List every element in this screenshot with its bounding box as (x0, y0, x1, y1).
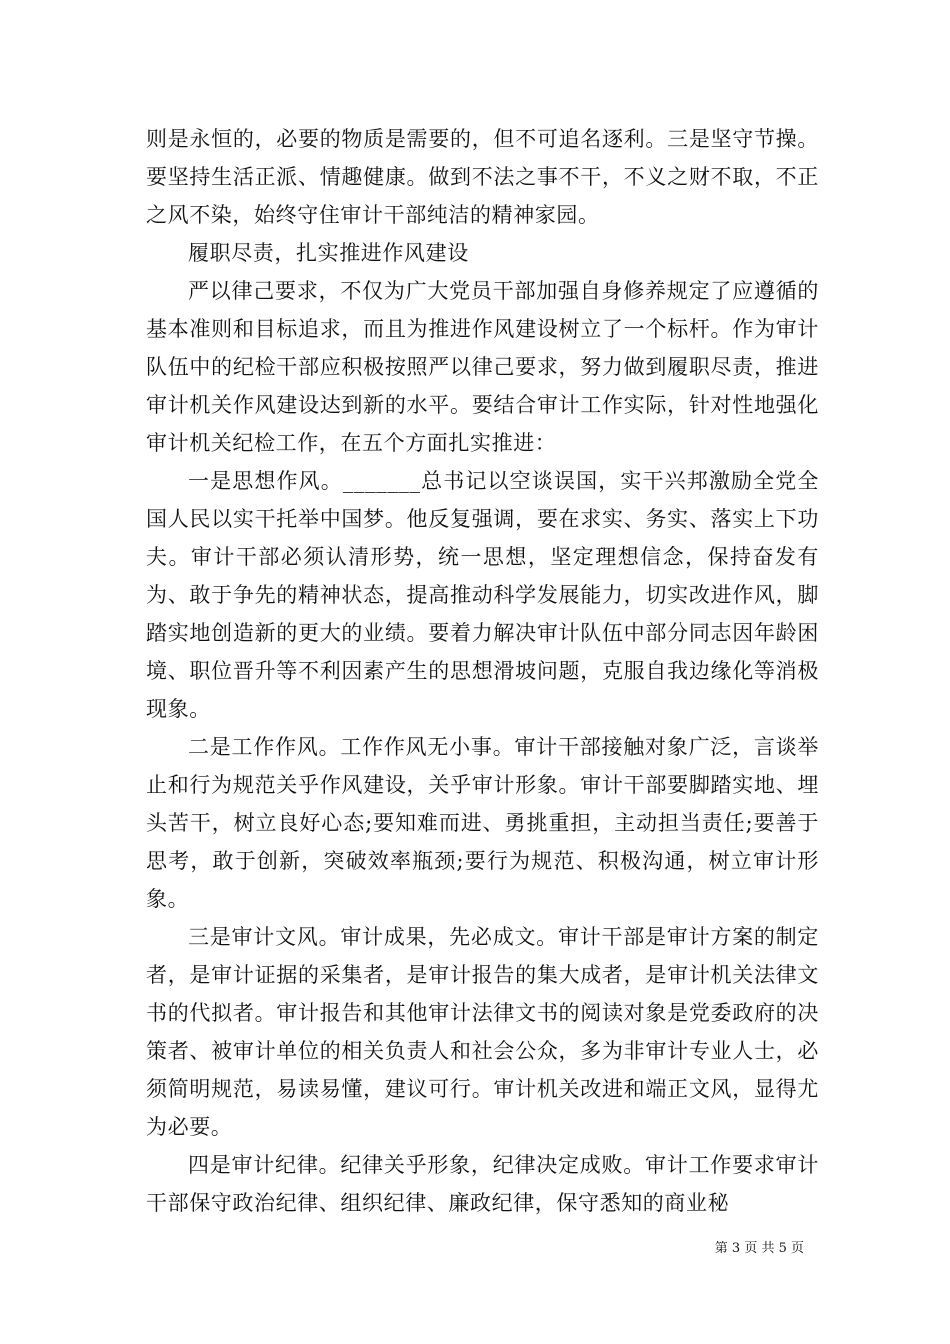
paragraph-intro: 严以律己要求，不仅为广大党员干部加强自身修养规定了应遵循的基本准则和目标追求，而且为推进作风建设树立了一个标杆。作为审计队伍中的纪检干部应积极按照严以律己要求，努力做到履职尽责，推进审计机关作风建设达到新的水平。要结合审计工作实际，针对性地强化审计机关纪检工作，在五个方面扎实推进： (146, 279, 819, 455)
page-number: 第 3 页 共 5 页 (714, 1241, 804, 1256)
paragraph-audit-discipline: 四是审计纪律。纪律关乎形象，纪律决定成败。审计工作要求审计干部保守政治纪律、组织纪律、廉政纪律，保守悉知的商业秘 (146, 1153, 819, 1215)
paragraph-writing-style: 三是审计文风。审计成果，先必成文。审计干部是审计方案的制定者，是审计证据的采集者，是审计报告的集大成者，是审计机关法律文书的代拟者。审计报告和其他审计法律文书的阅读对象是党委政府的决策者、被审计单位的相关负责人和社会公众，多为非审计专业人士，必须简明规范，易读易懂，建议可行。审计机关改进和端正文风，显得尤为必要。 (146, 925, 819, 1139)
document-body (146, 120, 819, 1222)
paragraph-work-style: 二是工作作风。工作作风无小事。审计干部接触对象广泛，言谈举止和行为规范关乎作风建设，关乎审计形象。审计干部要脚踏实地、埋头苦干，树立良好心态;要知难而进、勇挑重担，主动担当责任;要善于思考，敢于创新，突破效率瓶颈;要行为规范、积极沟通，树立审计形象。 (146, 735, 819, 911)
paragraph-continuation: 则是永恒的，必要的物质是需要的，但不可追名逐利。三是坚守节操。要坚持生活正派、情趣健康。做到不法之事不干，不义之财不取，不正之风不染，始终守住审计干部纯洁的精神家园。 (146, 127, 819, 227)
paragraph-thinking-style: 一是思想作风。_______总书记以空谈误国，实干兴邦激励全党全国人民以实干托举中国梦。他反复强调，要在求实、务实、落实上下功夫。审计干部必须认清形势，统一思想，坚定理想信念，保持奋发有为、敢于争先的精神状态，提高推动科学发展能力，切实改进作风，脚踏实地创造新的更大的业绩。要着力解决审计队伍中部分同志因年龄困境、职位晋升等不利因素产生的思想滑坡问题，克服自我边缘化等消极现象。 (146, 469, 819, 721)
section-heading: 履职尽责，扎实推进作风建设 (188, 241, 469, 265)
